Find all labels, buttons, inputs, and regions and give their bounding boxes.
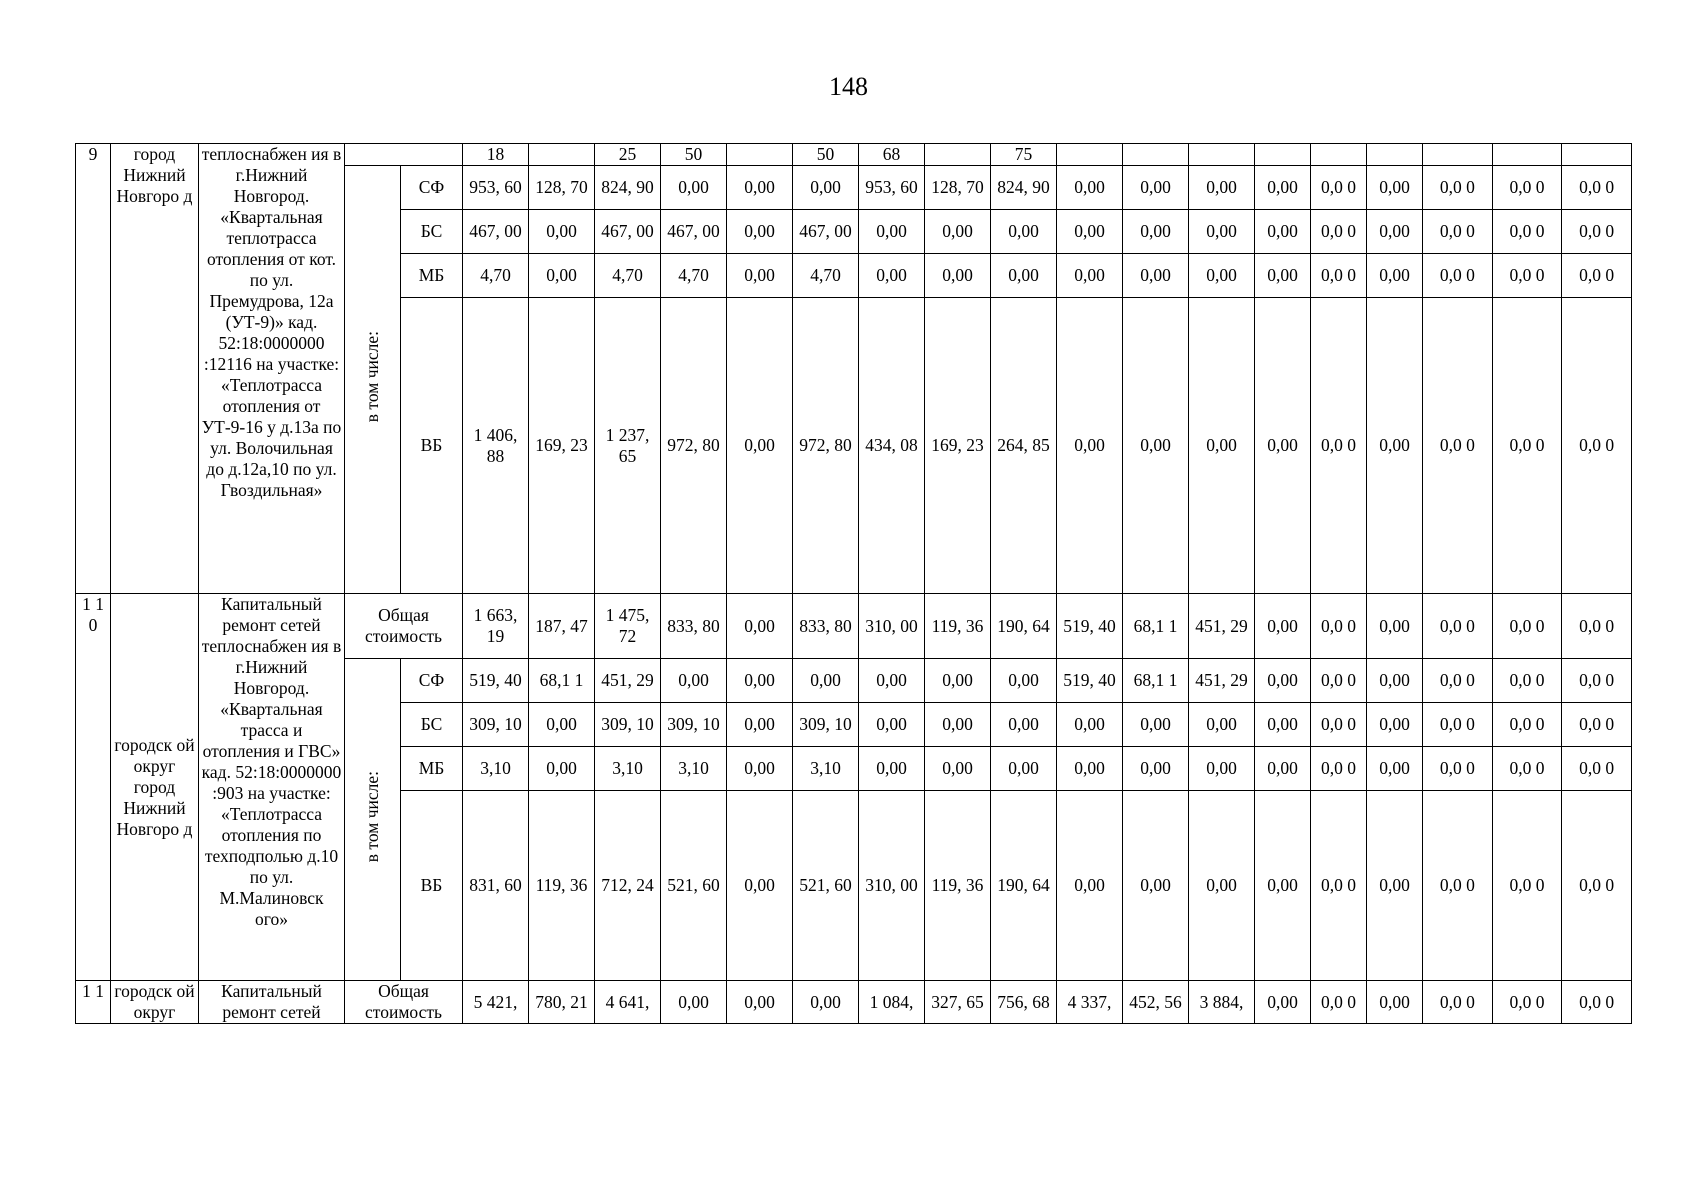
value-cell: 0,00 bbox=[1367, 298, 1423, 594]
value-cell bbox=[925, 144, 991, 166]
value-cell: 4,70 bbox=[661, 254, 727, 298]
value-cell: 0,00 bbox=[661, 166, 727, 210]
value-cell: 0,00 bbox=[1189, 166, 1255, 210]
value-cell: 824, 90 bbox=[595, 166, 661, 210]
value-cell: 0,0 0 bbox=[1562, 981, 1632, 1024]
value-cell: 128, 70 bbox=[529, 166, 595, 210]
value-cell: 0,0 0 bbox=[1311, 210, 1367, 254]
value-cell: 0,00 bbox=[1367, 254, 1423, 298]
value-cell: 712, 24 bbox=[595, 791, 661, 981]
source-code: СФ bbox=[401, 166, 463, 210]
value-cell: 0,00 bbox=[991, 210, 1057, 254]
value-cell: 0,0 0 bbox=[1492, 981, 1562, 1024]
value-cell: 0,00 bbox=[859, 210, 925, 254]
value-cell: 4,70 bbox=[793, 254, 859, 298]
value-cell: 0,00 bbox=[1367, 791, 1423, 981]
value-cell: 0,00 bbox=[1057, 210, 1123, 254]
value-cell: 1 406, 88 bbox=[463, 298, 529, 594]
value-cell: 68,1 1 bbox=[529, 659, 595, 703]
district-cell: город Нижний Новгоро д bbox=[111, 144, 199, 594]
value-cell: 0,00 bbox=[1189, 791, 1255, 981]
value-cell: 310, 00 bbox=[859, 791, 925, 981]
value-cell bbox=[1123, 144, 1189, 166]
source-code: МБ bbox=[401, 747, 463, 791]
value-cell: 1 663, 19 bbox=[463, 594, 529, 659]
value-cell: 0,0 0 bbox=[1492, 791, 1562, 981]
including-label: в том числе: bbox=[362, 771, 382, 863]
object-name-cell: теплоснабжен ия в г.Нижний Новгород. «Квартальная теплотрасса отопления от кот. по ул. Премудрова, 12а (УТ-9)» кад. 52:18:0000000 :12116 на участке: «Теплотрасса отопления от УТ-9-16 у д.13а по ул. Волочильная до д.12а,10 по ул. Гвоздильная» bbox=[199, 144, 345, 594]
value-cell: 0,00 bbox=[1255, 298, 1311, 594]
value-cell: 519, 40 bbox=[463, 659, 529, 703]
value-cell: 169, 23 bbox=[925, 298, 991, 594]
value-cell: 0,00 bbox=[1255, 594, 1311, 659]
value-cell: 519, 40 bbox=[1057, 594, 1123, 659]
value-cell: 0,00 bbox=[925, 747, 991, 791]
total-label: Общая стоимость bbox=[345, 981, 463, 1024]
value-cell: 0,0 0 bbox=[1423, 981, 1493, 1024]
value-cell: 0,0 0 bbox=[1423, 659, 1493, 703]
value-cell: 0,0 0 bbox=[1423, 166, 1493, 210]
value-cell: 833, 80 bbox=[793, 594, 859, 659]
value-cell: 187, 47 bbox=[529, 594, 595, 659]
including-label-cell bbox=[345, 659, 401, 981]
value-cell: 1 084, bbox=[859, 981, 925, 1024]
value-cell: 3,10 bbox=[595, 747, 661, 791]
value-cell: 0,00 bbox=[1367, 659, 1423, 703]
value-cell: 50 bbox=[793, 144, 859, 166]
value-cell: 0,0 0 bbox=[1562, 659, 1632, 703]
value-cell: 0,00 bbox=[925, 254, 991, 298]
value-cell: 0,0 0 bbox=[1562, 210, 1632, 254]
value-cell: 0,0 0 bbox=[1311, 703, 1367, 747]
value-cell: 309, 10 bbox=[463, 703, 529, 747]
value-cell: 0,00 bbox=[1189, 210, 1255, 254]
value-cell: 0,0 0 bbox=[1423, 594, 1493, 659]
value-cell: 4 641, bbox=[595, 981, 661, 1024]
row-number: 1 1 bbox=[76, 981, 111, 1024]
value-cell: 0,00 bbox=[1189, 747, 1255, 791]
value-cell: 0,00 bbox=[1255, 747, 1311, 791]
value-cell: 0,00 bbox=[661, 659, 727, 703]
value-cell: 824, 90 bbox=[991, 166, 1057, 210]
value-cell bbox=[1562, 144, 1632, 166]
value-cell bbox=[1189, 144, 1255, 166]
value-cell: 1 237, 65 bbox=[595, 298, 661, 594]
value-cell: 0,00 bbox=[1057, 703, 1123, 747]
district-cell: городск ой округ город Нижний Новгоро д bbox=[111, 594, 199, 981]
value-cell: 264, 85 bbox=[991, 298, 1057, 594]
value-cell: 0,0 0 bbox=[1423, 703, 1493, 747]
value-cell: 4,70 bbox=[595, 254, 661, 298]
value-cell: 0,0 0 bbox=[1311, 981, 1367, 1024]
value-cell: 0,0 0 bbox=[1492, 703, 1562, 747]
value-cell: 190, 64 bbox=[991, 791, 1057, 981]
value-cell: 833, 80 bbox=[661, 594, 727, 659]
source-code: МБ bbox=[401, 254, 463, 298]
object-name-cell: Капитальный ремонт сетей bbox=[199, 981, 345, 1024]
value-cell: 467, 00 bbox=[793, 210, 859, 254]
value-cell: 0,00 bbox=[1123, 254, 1189, 298]
value-cell: 0,00 bbox=[859, 747, 925, 791]
value-cell: 521, 60 bbox=[661, 791, 727, 981]
value-cell: 3,10 bbox=[793, 747, 859, 791]
value-cell: 75 bbox=[991, 144, 1057, 166]
value-cell: 0,00 bbox=[661, 981, 727, 1024]
value-cell: 0,00 bbox=[1057, 254, 1123, 298]
table-row bbox=[76, 144, 1632, 166]
value-cell: 0,00 bbox=[991, 747, 1057, 791]
value-cell: 0,0 0 bbox=[1423, 210, 1493, 254]
value-cell: 953, 60 bbox=[463, 166, 529, 210]
value-cell: 451, 29 bbox=[595, 659, 661, 703]
page-number: 148 bbox=[829, 72, 868, 101]
value-cell: 0,00 bbox=[793, 981, 859, 1024]
value-cell: 169, 23 bbox=[529, 298, 595, 594]
value-cell: 831, 60 bbox=[463, 791, 529, 981]
value-cell: 1 475, 72 bbox=[595, 594, 661, 659]
source-code: СФ bbox=[401, 659, 463, 703]
value-cell: 0,00 bbox=[793, 659, 859, 703]
value-cell: 0,00 bbox=[1189, 254, 1255, 298]
value-cell: 0,00 bbox=[991, 254, 1057, 298]
value-cell: 309, 10 bbox=[595, 703, 661, 747]
value-cell: 0,0 0 bbox=[1311, 254, 1367, 298]
value-cell: 434, 08 bbox=[859, 298, 925, 594]
value-cell: 0,00 bbox=[1123, 703, 1189, 747]
value-cell bbox=[1367, 144, 1423, 166]
value-cell: 0,00 bbox=[925, 210, 991, 254]
value-cell bbox=[1057, 144, 1123, 166]
value-cell: 0,00 bbox=[1057, 791, 1123, 981]
total-label: Общая стоимость bbox=[345, 594, 463, 659]
value-cell: 0,00 bbox=[1123, 210, 1189, 254]
table-row bbox=[76, 594, 1632, 659]
value-cell: 0,0 0 bbox=[1311, 747, 1367, 791]
value-cell: 0,00 bbox=[727, 210, 793, 254]
value-cell: 0,0 0 bbox=[1562, 747, 1632, 791]
value-cell: 128, 70 bbox=[925, 166, 991, 210]
value-cell: 0,0 0 bbox=[1492, 594, 1562, 659]
value-cell: 0,0 0 bbox=[1311, 594, 1367, 659]
value-cell: 5 421, bbox=[463, 981, 529, 1024]
including-label: в том числе: bbox=[362, 331, 382, 423]
value-cell: 0,00 bbox=[1255, 659, 1311, 703]
value-cell: 0,00 bbox=[727, 594, 793, 659]
value-cell: 68,1 1 bbox=[1123, 594, 1189, 659]
blank-cell bbox=[345, 144, 463, 166]
value-cell: 521, 60 bbox=[793, 791, 859, 981]
value-cell: 309, 10 bbox=[793, 703, 859, 747]
including-label-cell bbox=[345, 166, 401, 594]
value-cell bbox=[1492, 144, 1562, 166]
value-cell: 0,00 bbox=[859, 659, 925, 703]
value-cell: 0,00 bbox=[859, 254, 925, 298]
value-cell: 0,0 0 bbox=[1423, 298, 1493, 594]
district-cell: городск ой округ bbox=[111, 981, 199, 1024]
source-code: ВБ bbox=[401, 791, 463, 981]
value-cell: 0,0 0 bbox=[1562, 166, 1632, 210]
value-cell: 119, 36 bbox=[529, 791, 595, 981]
value-cell: 467, 00 bbox=[661, 210, 727, 254]
value-cell: 467, 00 bbox=[595, 210, 661, 254]
value-cell: 0,0 0 bbox=[1562, 298, 1632, 594]
value-cell: 467, 00 bbox=[463, 210, 529, 254]
value-cell: 3,10 bbox=[661, 747, 727, 791]
value-cell: 0,00 bbox=[1255, 791, 1311, 981]
value-cell: 452, 56 bbox=[1123, 981, 1189, 1024]
value-cell: 780, 21 bbox=[529, 981, 595, 1024]
value-cell: 0,0 0 bbox=[1492, 210, 1562, 254]
source-code: ВБ bbox=[401, 298, 463, 594]
value-cell bbox=[1255, 144, 1311, 166]
value-cell: 0,00 bbox=[727, 298, 793, 594]
value-cell bbox=[529, 144, 595, 166]
value-cell: 50 bbox=[661, 144, 727, 166]
value-cell: 0,00 bbox=[1057, 166, 1123, 210]
value-cell: 0,00 bbox=[727, 981, 793, 1024]
value-cell: 0,00 bbox=[1255, 210, 1311, 254]
value-cell: 0,00 bbox=[727, 659, 793, 703]
value-cell: 0,0 0 bbox=[1311, 298, 1367, 594]
value-cell: 0,00 bbox=[727, 254, 793, 298]
value-cell: 0,00 bbox=[925, 703, 991, 747]
value-cell: 0,00 bbox=[1367, 210, 1423, 254]
value-cell: 68 bbox=[859, 144, 925, 166]
value-cell: 0,00 bbox=[727, 747, 793, 791]
value-cell: 0,00 bbox=[1367, 981, 1423, 1024]
value-cell: 0,0 0 bbox=[1311, 791, 1367, 981]
value-cell: 0,00 bbox=[1367, 747, 1423, 791]
value-cell: 0,0 0 bbox=[1492, 166, 1562, 210]
table-row bbox=[76, 981, 1632, 1024]
value-cell: 0,00 bbox=[991, 703, 1057, 747]
value-cell: 0,0 0 bbox=[1562, 254, 1632, 298]
value-cell: 0,0 0 bbox=[1562, 594, 1632, 659]
table-body bbox=[76, 144, 1632, 1024]
value-cell: 0,0 0 bbox=[1423, 791, 1493, 981]
value-cell: 0,00 bbox=[1367, 166, 1423, 210]
value-cell: 25 bbox=[595, 144, 661, 166]
value-cell: 0,0 0 bbox=[1492, 747, 1562, 791]
value-cell: 0,00 bbox=[529, 210, 595, 254]
value-cell: 310, 00 bbox=[859, 594, 925, 659]
value-cell: 0,00 bbox=[1057, 298, 1123, 594]
value-cell: 0,00 bbox=[529, 747, 595, 791]
value-cell: 0,00 bbox=[793, 166, 859, 210]
value-cell: 18 bbox=[463, 144, 529, 166]
value-cell: 3,10 bbox=[463, 747, 529, 791]
value-cell bbox=[1423, 144, 1493, 166]
value-cell: 451, 29 bbox=[1189, 659, 1255, 703]
value-cell: 0,0 0 bbox=[1492, 659, 1562, 703]
value-cell: 0,0 0 bbox=[1562, 791, 1632, 981]
value-cell: 0,0 0 bbox=[1562, 703, 1632, 747]
value-cell: 0,00 bbox=[1123, 747, 1189, 791]
value-cell bbox=[1311, 144, 1367, 166]
source-code: БС bbox=[401, 210, 463, 254]
object-name-cell: Капитальный ремонт сетей теплоснабжен ия в г.Нижний Новгород. «Квартальная трасса и отопления и ГВС» кад. 52:18:0000000 :903 на участке: «Теплотрасса отопления по техподполью д.10 по ул. М.Малиновск ого» bbox=[199, 594, 345, 981]
value-cell: 0,00 bbox=[1189, 703, 1255, 747]
value-cell: 0,00 bbox=[1367, 703, 1423, 747]
row-number: 1 1 0 bbox=[76, 594, 111, 981]
value-cell: 119, 36 bbox=[925, 791, 991, 981]
value-cell: 4 337, bbox=[1057, 981, 1123, 1024]
value-cell: 0,00 bbox=[991, 659, 1057, 703]
value-cell: 309, 10 bbox=[661, 703, 727, 747]
value-cell: 0,00 bbox=[1057, 747, 1123, 791]
value-cell: 327, 65 bbox=[925, 981, 991, 1024]
value-cell: 0,0 0 bbox=[1492, 254, 1562, 298]
value-cell: 3 884, bbox=[1189, 981, 1255, 1024]
value-cell: 0,00 bbox=[1255, 166, 1311, 210]
budget-table bbox=[75, 143, 1632, 1024]
value-cell: 4,70 bbox=[463, 254, 529, 298]
row-number: 9 bbox=[76, 144, 111, 594]
value-cell: 0,00 bbox=[529, 703, 595, 747]
value-cell: 0,0 0 bbox=[1311, 659, 1367, 703]
value-cell: 0,00 bbox=[1255, 981, 1311, 1024]
value-cell: 0,00 bbox=[727, 166, 793, 210]
source-code: БС bbox=[401, 703, 463, 747]
value-cell: 0,00 bbox=[727, 791, 793, 981]
value-cell: 972, 80 bbox=[661, 298, 727, 594]
value-cell: 0,00 bbox=[727, 703, 793, 747]
value-cell: 190, 64 bbox=[991, 594, 1057, 659]
value-cell: 0,00 bbox=[1123, 166, 1189, 210]
value-cell: 0,00 bbox=[529, 254, 595, 298]
value-cell: 0,00 bbox=[1123, 298, 1189, 594]
value-cell: 519, 40 bbox=[1057, 659, 1123, 703]
value-cell: 0,00 bbox=[1123, 791, 1189, 981]
value-cell: 972, 80 bbox=[793, 298, 859, 594]
value-cell: 119, 36 bbox=[925, 594, 991, 659]
value-cell: 0,0 0 bbox=[1492, 298, 1562, 594]
value-cell: 0,0 0 bbox=[1423, 254, 1493, 298]
value-cell: 0,0 0 bbox=[1311, 166, 1367, 210]
value-cell bbox=[727, 144, 793, 166]
value-cell: 0,00 bbox=[925, 659, 991, 703]
value-cell: 0,00 bbox=[1255, 703, 1311, 747]
value-cell: 0,00 bbox=[859, 703, 925, 747]
value-cell: 451, 29 bbox=[1189, 594, 1255, 659]
value-cell: 0,00 bbox=[1255, 254, 1311, 298]
value-cell: 953, 60 bbox=[859, 166, 925, 210]
value-cell: 68,1 1 bbox=[1123, 659, 1189, 703]
value-cell: 0,00 bbox=[1367, 594, 1423, 659]
value-cell: 756, 68 bbox=[991, 981, 1057, 1024]
value-cell: 0,00 bbox=[1189, 298, 1255, 594]
value-cell: 0,0 0 bbox=[1423, 747, 1493, 791]
